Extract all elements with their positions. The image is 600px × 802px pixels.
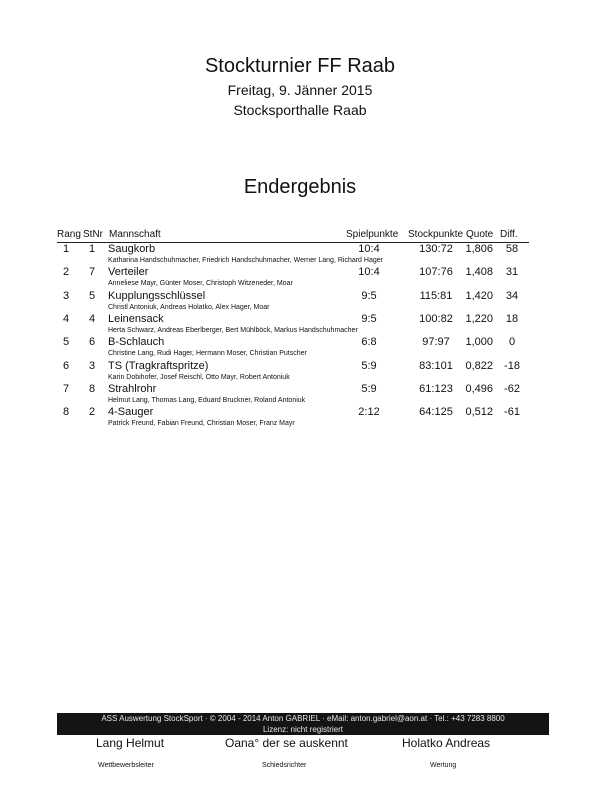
signature-role: Schiedsrichter — [262, 762, 307, 769]
section-title: Endergebnis — [243, 176, 357, 198]
cell-stockpunkte: 83:101 — [419, 360, 453, 372]
cell-stockpunkte: 61:123 — [419, 383, 453, 395]
cell-spielpunkte: 2:12 — [358, 406, 380, 418]
cell-diff: 58 — [505, 243, 519, 255]
cell-spielpunkte: 10:4 — [358, 266, 380, 278]
cell-diff: -18 — [504, 360, 520, 372]
cell-rang: 1 — [62, 243, 70, 255]
cell-spielpunkte: 9:5 — [361, 290, 377, 302]
cell-team: Verteiler — [108, 266, 149, 278]
tournament-title: Stockturnier FF Raab — [204, 55, 396, 77]
cell-diff: 31 — [505, 266, 519, 278]
cell-rang: 3 — [62, 290, 70, 302]
cell-members: Christl Antoniuk, Andreas Holatko, Alex Hager, Moar — [108, 304, 270, 311]
col-header-spielpunkte: Spielpunkte — [346, 229, 399, 240]
cell-team: 4-Sauger — [108, 406, 154, 418]
col-header-rang: Rang — [57, 229, 81, 240]
table-row — [0, 243, 600, 267]
table-row — [0, 313, 600, 337]
event-date: Freitag, 9. Jänner 2015 — [227, 82, 373, 98]
table-row — [0, 336, 600, 360]
cell-rang: 4 — [62, 313, 70, 325]
cell-stockpunkte: 100:82 — [419, 313, 453, 325]
signature-role: Wettbewerbsleiter — [98, 762, 154, 769]
cell-quote: 1,806 — [465, 243, 493, 255]
cell-stnr: 6 — [88, 336, 96, 348]
cell-stnr: 7 — [88, 266, 96, 278]
cell-stnr: 4 — [88, 313, 96, 325]
cell-team: Leinensack — [108, 313, 164, 325]
cell-quote: 1,220 — [465, 313, 493, 325]
cell-members: Patrick Freund, Fabian Freund, Christian Moser, Franz Mayr — [108, 420, 295, 427]
cell-rang: 8 — [62, 406, 70, 418]
cell-stockpunkte: 107:76 — [419, 266, 453, 278]
cell-spielpunkte: 9:5 — [361, 313, 377, 325]
cell-members: Katharina Handschuhmacher, Friedrich Handschuhmacher, Werner Lang, Richard Hager — [108, 257, 383, 264]
cell-members: Helmut Lang, Thomas Lang, Eduard Bruckner, Roland Antoniuk — [108, 397, 306, 404]
cell-members: Karin Dobihofer, Josef Reischl, Otto Mayr, Robert Antoniuk — [108, 374, 290, 381]
cell-stnr: 1 — [88, 243, 96, 255]
cell-team: B-Schlauch — [108, 336, 165, 348]
cell-quote: 1,420 — [465, 290, 493, 302]
table-row — [0, 266, 600, 290]
col-header-diff: Diff. — [500, 229, 518, 240]
footer-credits: ASS Auswertung StockSport · © 2004 - 2014 Anton GABRIEL · eMail: anton.gabriel@aon.at · Tel.: +43 7283 8800 — [101, 714, 505, 723]
event-venue: Stocksporthalle Raab — [233, 102, 367, 118]
cell-stockpunkte: 64:125 — [419, 406, 453, 418]
cell-quote: 0,512 — [465, 406, 493, 418]
cell-diff: -62 — [504, 383, 520, 395]
col-header-stockpunkte: Stockpunkte — [408, 229, 464, 240]
cell-diff: 34 — [505, 290, 519, 302]
table-row — [0, 360, 600, 384]
cell-rang: 5 — [62, 336, 70, 348]
col-header-mannschaft: Mannschaft — [109, 229, 161, 240]
cell-team: TS (Tragkraftspritze) — [108, 360, 209, 372]
cell-rang: 6 — [62, 360, 70, 372]
cell-diff: -61 — [504, 406, 520, 418]
cell-quote: 0,822 — [465, 360, 493, 372]
cell-stnr: 5 — [88, 290, 96, 302]
cell-spielpunkte: 10:4 — [358, 243, 380, 255]
table-row — [0, 290, 600, 314]
cell-stnr: 2 — [88, 406, 96, 418]
cell-team: Saugkorb — [108, 243, 156, 255]
software-footer — [57, 713, 549, 735]
cell-team: Kupplungsschlüssel — [108, 290, 206, 302]
cell-stnr: 3 — [88, 360, 96, 372]
cell-diff: 0 — [508, 336, 516, 348]
table-row — [0, 406, 600, 430]
signature-role: Wertung — [430, 762, 457, 769]
col-header-quote: Quote — [466, 229, 494, 240]
cell-rang: 2 — [62, 266, 70, 278]
table-row — [0, 383, 600, 407]
cell-members: Herta Schwarz, Andreas Eberlberger, Bert Mühlböck, Markus Handschuhmacher — [108, 327, 358, 334]
cell-spielpunkte: 6:8 — [361, 336, 377, 348]
cell-members: Anneliese Mayr, Günter Moser, Christoph Witzeneder, Moar — [108, 280, 293, 287]
cell-members: Christine Lang, Rudi Hager, Hermann Moser, Christian Putscher — [108, 350, 307, 357]
cell-quote: 1,000 — [465, 336, 493, 348]
cell-stockpunkte: 115:81 — [419, 290, 453, 302]
cell-quote: 0,496 — [465, 383, 493, 395]
signature-name: Holatko Andreas — [402, 736, 491, 750]
cell-quote: 1,408 — [465, 266, 493, 278]
cell-stockpunkte: 130:72 — [419, 243, 453, 255]
cell-spielpunkte: 5:9 — [361, 383, 377, 395]
cell-team: Strahlrohr — [108, 383, 157, 395]
signature-name: Oana° der se auskennt — [225, 736, 348, 750]
col-header-stnr: StNr — [83, 229, 103, 240]
cell-rang: 7 — [62, 383, 70, 395]
signature-name: Lang Helmut — [96, 736, 165, 750]
cell-stockpunkte: 97:97 — [422, 336, 450, 348]
cell-stnr: 8 — [88, 383, 96, 395]
cell-diff: 18 — [505, 313, 519, 325]
footer-license: Lizenz: nicht registriert — [262, 725, 344, 734]
cell-spielpunkte: 5:9 — [361, 360, 377, 372]
